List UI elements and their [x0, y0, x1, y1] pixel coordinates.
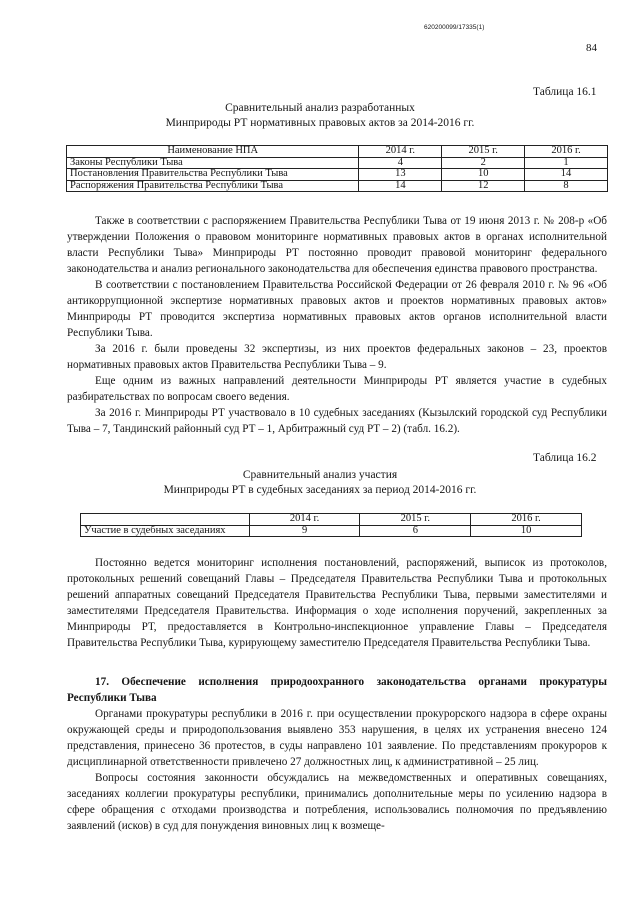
row-label: Постановления Правительства Республики Тыва [67, 169, 359, 181]
column-header: 2015 г. [360, 514, 471, 526]
page-number: 84 [586, 42, 597, 54]
column-header: 2014 г. [249, 514, 360, 526]
table-cell: 2 [442, 157, 525, 169]
document-code: 620200099/17335(1) [424, 24, 485, 31]
paragraph: Вопросы состояния законности обсуждались на межведомственных и оперативных совещаниях, заседаниях коллегии прокуратуры республики, принимались дополнительные меры по усилению надзора в сфере обращения с отходами производства и потребления, использовались полномочия по предъявлению заявлений (исков) в суд для понуждения виновных лиц к возмеще- [67, 772, 607, 832]
table-cell: 1 [525, 157, 608, 169]
body-text-1 [67, 213, 607, 437]
table-cell: 6 [360, 525, 471, 537]
paragraph: Также в соответствии с распоряжением Правительства Республики Тыва от 19 июня 2013 г. № 208-р «Об утверждении Положения о правовом мониторинге нормативных правовых актов в органах исполнительной власти Республики Тыва» Минприроды РТ постоянно проводит правовой мониторинг федерального законодательства и анализ регионального законодательства для обеспечения единства правового пространства. [67, 215, 607, 275]
row-label: Распоряжения Правительства Республики Тыва [67, 180, 359, 192]
table-row [67, 180, 608, 192]
paragraph: За 2016 г. были проведены 32 экспертизы, из них проектов федеральных законов – 23, проектов нормативных правовых актов Правительства Республики Тыва – 9. [67, 343, 607, 371]
paragraph: За 2016 г. Минприроды РТ участвовало в 10 судебных заседаниях (Кызылский городской суд Республики Тыва – 7, Тандинский районный суд РТ – 1, Арбитражный суд РТ – 2) (табл. 16.2). [67, 407, 607, 435]
column-header [81, 514, 250, 526]
body-text-2 [67, 555, 607, 651]
column-header: 2014 г. [359, 146, 442, 158]
column-header: 2016 г. [525, 146, 608, 158]
table-16-2-caption: Таблица 16.2 [533, 452, 597, 464]
section-17-text [67, 706, 607, 834]
table-cell: 13 [359, 169, 442, 181]
column-header: 2015 г. [442, 146, 525, 158]
table-cell: 12 [442, 180, 525, 192]
npa-table [66, 145, 608, 192]
paragraph: Постоянно ведется мониторинг исполнения постановлений, распоряжений, выписок из протоколов, протокольных решений совещаний Главы – Председателя Правительства Республики Тыва и протокольных решений аппаратных совещаний Председателя Правительства Республики Тыва, первыми заместителями и заместителями Председателя Правительства. Информация о ходе исполнения поручений, закрепленных за Минприроды РТ, предоставляется в Контрольно-инспекционное управление Главы – Председателя Правительства Республики Тыва, курирующему заместителю Председателя Правительства Республики Тыва. [67, 557, 607, 649]
table-16-1-caption: Таблица 16.1 [533, 86, 597, 98]
table-16-2-title-line1: Сравнительный анализ участия [242, 469, 398, 481]
row-label: Законы Республики Тыва [67, 157, 359, 169]
row-label: Участие в судебных заседаниях [81, 525, 250, 537]
table-header-row [67, 146, 608, 158]
table-row [81, 525, 582, 537]
table-cell: 14 [525, 169, 608, 181]
table-row [67, 169, 608, 181]
paragraph: В соответствии с постановлением Правительства Российской Федерации от 26 февраля 2010 г. № 96 «Об антикоррупционной экспертизе нормативных правовых актов и проектов нормативных правовых актов» Минприроды РТ проводится экспертиза нормативных правовых актов органов исполнительной власти Республики Тыва. [67, 279, 607, 339]
table-cell: 9 [249, 525, 360, 537]
paragraph: Еще одним из важных направлений деятельности Минприроды РТ является участие в судебных разбирательствах по вопросам своего ведения. [67, 375, 607, 403]
table-16-1-title-line1: Сравнительный анализ разработанных [225, 102, 415, 114]
table-16-1-title-line2: Минприроды РТ нормативных правовых актов за 2014-2016 гг. [165, 117, 475, 129]
court-table [80, 513, 582, 537]
table-16-2-title [0, 468, 640, 498]
table-cell: 4 [359, 157, 442, 169]
table-cell: 14 [359, 180, 442, 192]
table-16-1-title [0, 101, 640, 131]
column-header: Наименование НПА [67, 146, 359, 158]
column-header: 2016 г. [471, 514, 582, 526]
table-row [67, 157, 608, 169]
table-16-2-title-line2: Минприроды РТ в судебных заседаниях за период 2014-2016 гг. [163, 484, 477, 496]
table-cell: 10 [442, 169, 525, 181]
table-header-row [81, 514, 582, 526]
table-cell: 8 [525, 180, 608, 192]
section-heading: 17. Обеспечение исполнения природоохранного законодательства органами прокуратуры Республики Тыва [67, 676, 607, 704]
paragraph: Органами прокуратуры республики в 2016 г. при осуществлении прокурорского надзора в сфере охраны окружающей среды и природопользования выявлено 353 нарушения, в целях их устранения внесено 124 представления, принесено 36 протестов, в суды направлено 101 заявление. По представлениям прокуроров к дисциплинарной ответственности привлечено 27 должностных лиц, к административной – 25 лиц. [67, 708, 607, 768]
table-cell: 10 [471, 525, 582, 537]
